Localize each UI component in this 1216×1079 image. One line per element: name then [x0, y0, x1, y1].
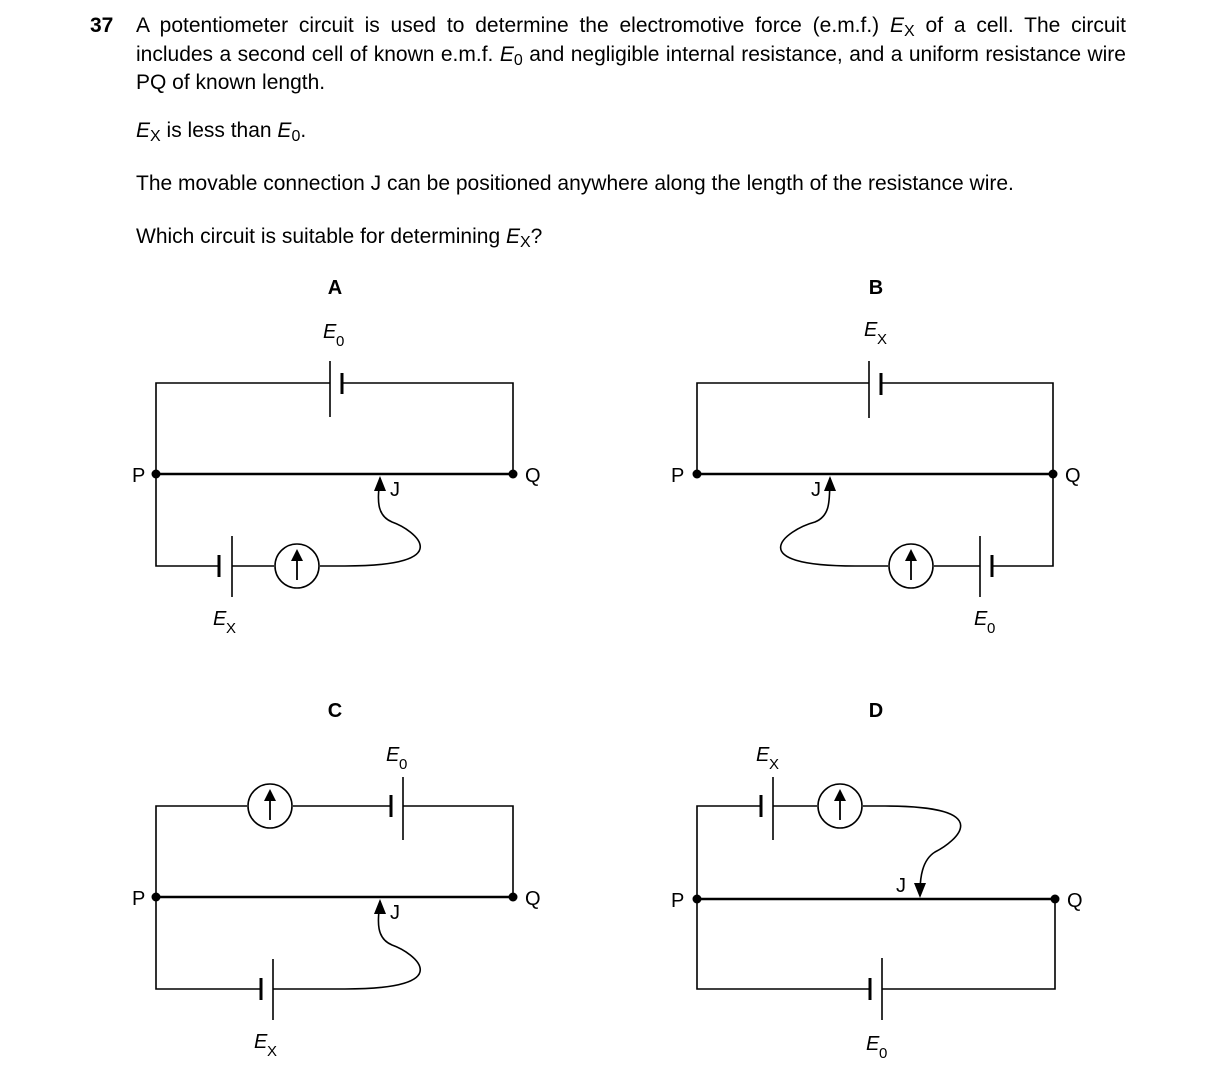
circuit-option-b[interactable] — [671, 277, 1081, 637]
label-p: P — [132, 465, 146, 487]
svg-text:X: X — [769, 756, 780, 773]
svg-text:0: 0 — [879, 1045, 888, 1062]
galvanometer — [818, 784, 862, 828]
driver-cell — [391, 777, 403, 840]
cell-label-e0 — [386, 744, 407, 773]
driver-loop-wire — [697, 899, 1055, 989]
question-paragraph-2: EX is less than E0. — [136, 119, 307, 145]
cell-label-e0 — [323, 321, 344, 350]
svg-text:0: 0 — [399, 756, 408, 773]
test-cell — [761, 777, 773, 840]
label-j: J — [811, 479, 821, 501]
question-paragraph-1: A potentiometer circuit is used to determine the electromotive force (e.m.f.) EX of a cell. The circuit includes a second cell of known e.m.f. E0 and negligible internal resistance, and a uniform resistance wire PQ of known length. — [136, 14, 1126, 94]
test-loop-wire — [781, 474, 1053, 566]
svg-text:0: 0 — [336, 333, 345, 350]
jockey-arrow — [914, 883, 926, 898]
test-cell — [219, 536, 232, 597]
circuit-option-d[interactable] — [671, 700, 1083, 1062]
circuit-option-c[interactable] — [132, 700, 541, 1060]
svg-text:E: E — [866, 1033, 880, 1055]
svg-text:E: E — [213, 608, 227, 630]
galvanometer — [248, 784, 292, 828]
driver-loop-wire — [156, 383, 513, 474]
jockey-arrow — [374, 476, 386, 491]
label-j: J — [390, 902, 400, 924]
cell-label-ex — [254, 1031, 277, 1060]
driver-cell — [869, 361, 881, 418]
svg-text:X: X — [267, 1043, 278, 1060]
driver-cell — [330, 361, 342, 417]
option-d-label: D — [868, 700, 884, 722]
jockey-arrow — [374, 899, 386, 914]
svg-text:X: X — [877, 331, 888, 348]
option-b-label: B — [868, 277, 884, 299]
cell-label-ex — [864, 319, 887, 348]
jockey-arrow — [824, 476, 836, 491]
terminal-p — [693, 470, 702, 479]
svg-text:E: E — [756, 744, 770, 766]
svg-text:0: 0 — [987, 620, 996, 637]
terminal-q — [509, 893, 518, 902]
svg-text:E: E — [323, 321, 337, 343]
cell-label-ex — [756, 744, 779, 773]
label-p: P — [671, 465, 685, 487]
test-cell — [980, 536, 992, 597]
label-p: P — [671, 890, 685, 912]
label-j: J — [896, 875, 906, 897]
svg-text:E: E — [254, 1031, 268, 1053]
question-prompt: Which circuit is suitable for determining EX? — [136, 225, 543, 251]
driver-loop-wire — [697, 383, 1053, 474]
svg-text:X: X — [226, 620, 237, 637]
question-number: 37 — [90, 14, 114, 37]
svg-text:E: E — [386, 744, 400, 766]
label-q: Q — [1065, 465, 1081, 487]
option-a-label: A — [327, 277, 343, 299]
driver-loop-wire — [156, 806, 513, 897]
label-q: Q — [525, 888, 541, 910]
terminal-q — [509, 470, 518, 479]
label-p: P — [132, 888, 146, 910]
galvanometer — [889, 544, 933, 588]
driver-cell — [870, 958, 882, 1020]
label-j: J — [390, 479, 400, 501]
option-c-label: C — [327, 700, 343, 722]
cell-label-e0 — [974, 608, 995, 637]
label-q: Q — [525, 465, 541, 487]
circuit-option-a[interactable] — [132, 277, 541, 637]
question-paragraph-3: The movable connection J can be positioned anywhere along the length of the resistance wire. — [136, 172, 1014, 195]
svg-text:E: E — [974, 608, 988, 630]
cell-label-ex — [213, 608, 236, 637]
svg-text:E: E — [864, 319, 878, 341]
galvanometer — [275, 544, 319, 588]
test-cell — [261, 959, 273, 1020]
label-q: Q — [1067, 890, 1083, 912]
cell-label-e0 — [866, 1033, 887, 1062]
